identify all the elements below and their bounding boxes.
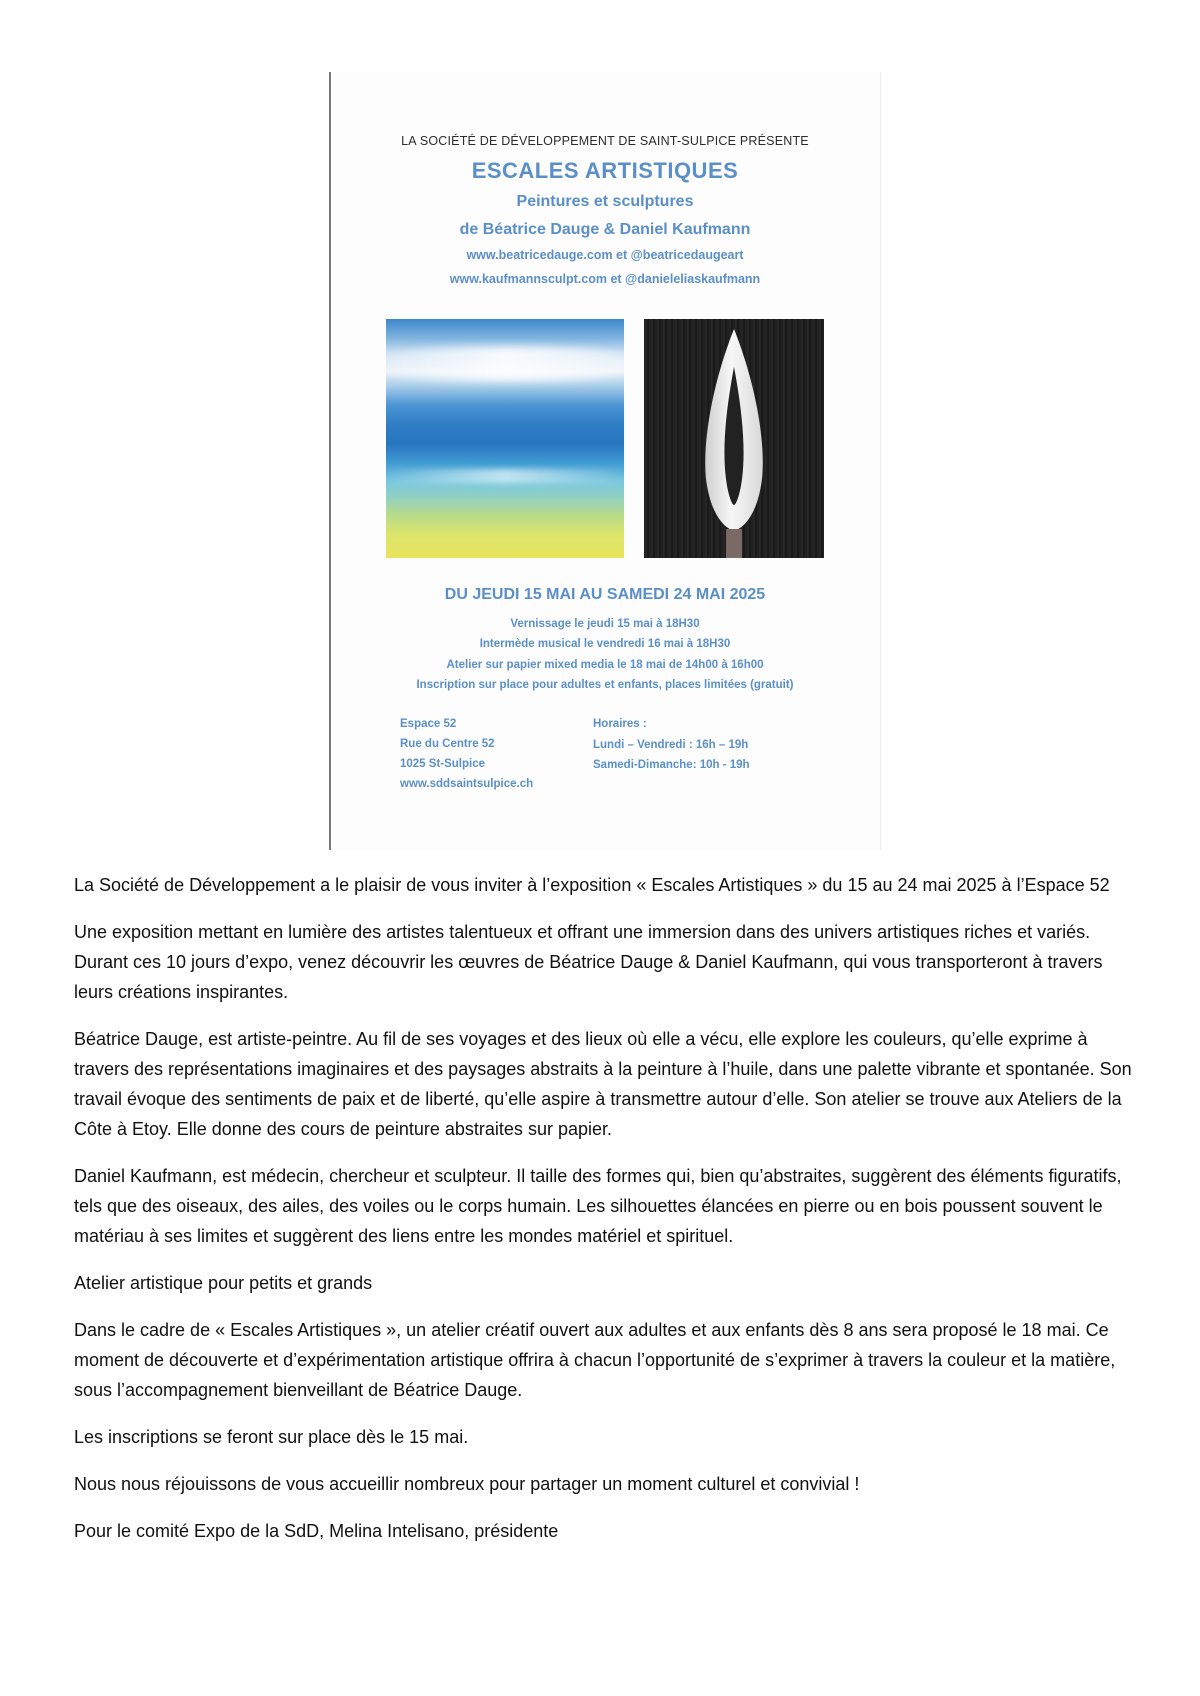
poster-event-musical: Intermède musical le vendredi 16 mai à 18H30 [479, 638, 731, 650]
painting-cloud [386, 347, 624, 381]
article-intro: La Société de Développement a le plaisir de vous inviter à l’exposition « Escales Artistiques » du 15 au 24 mai 2025 à l’Espace 52 [74, 875, 1110, 895]
poster-event-vernissage: Vernissage le jeudi 15 mai à 18H30 [510, 618, 700, 630]
painting-image [386, 319, 624, 558]
article-workshop-heading: Atelier artistique pour petits et grands [74, 1273, 373, 1293]
painting-streak [386, 469, 624, 483]
exhibition-poster [329, 72, 881, 850]
poster-site-link: www.sddsaintsulpice.ch [400, 778, 534, 790]
poster-website-2: www.kaufmannsculpt.com et @danieleliaskaufmann [449, 272, 761, 286]
article-workshop: Dans le cadre de « Escales Artistiques », un atelier créatif ouvert aux adultes et aux enfants dès 8 ans sera proposé le 18 mai. Ce moment de découverte et d’expérimentation artistique offrira à chacun l’opportunité de s’exprimer à travers la couleur et la matière, sous l’accompagnement bienveillant de Béatrice Dauge. [74, 1320, 1116, 1400]
scan-edge-right [880, 72, 881, 850]
poster-subtitle: Peintures et sculptures [516, 193, 694, 210]
article-beatrice: Béatrice Dauge, est artiste-peintre. Au fil de ses voyages et des lieux où elle a vécu, elle explore les couleurs, qu’elle exprime à travers des représentations imaginaires et des paysages abstraits à la peinture à l’huile, dans une palette vibrante et spontanée. Son travail évoque des sentiments de paix et de liberté, qu’elle aspire à transmettre autour d’elle. Son atelier se trouve aux Ateliers de la Côte à Etoy. Elle donne des cours de peinture abstraites sur papier. [74, 1029, 1132, 1139]
poster-city: 1025 St-Sulpice [400, 758, 486, 770]
article-body [74, 870, 1134, 1563]
article-daniel: Daniel Kaufmann, est médecin, chercheur et sculpteur. Il taille des formes qui, bien qu’abstraites, suggèrent des éléments figuratifs, tels que des oiseaux, des ailes, des voiles ou le corps humain. Les silhouettes élancées en pierre ou en bois poussent souvent le matériau à ses limites et suggèrent des liens entre les mondes matériel et spirituel. [74, 1166, 1122, 1246]
article-exhibition: Une exposition mettant en lumière des artistes talentueux et offrant une immersion dans des univers artistiques riches et variés. Durant ces 10 jours d’expo, venez découvrir les œuvres de Béatrice Dauge & Daniel Kaufmann, qui vous transporteront à travers leurs créations inspirantes. [74, 922, 1103, 1002]
poster-dates: DU JEUDI 15 MAI AU SAMEDI 24 MAI 2025 [444, 586, 766, 603]
poster-event-workshop: Atelier sur papier mixed media le 18 mai de 14h00 à 16h00 [446, 659, 764, 671]
poster-hours-weekend: Samedi-Dimanche: 10h - 19h [593, 759, 750, 771]
article-welcome: Nous nous réjouissons de vous accueillir nombreux pour partager un moment culturel et convivial ! [74, 1474, 860, 1494]
sculpture-image [644, 319, 824, 558]
poster-venue: Espace 52 [400, 718, 457, 730]
poster-title: ESCALES ARTISTIQUES [471, 158, 739, 183]
sculpture-shape [644, 319, 824, 558]
poster-website-1: www.beatricedauge.com et @beatricedaugeart [466, 248, 744, 262]
article-signature: Pour le comité Expo de la SdD, Melina Intelisano, présidente [74, 1521, 559, 1541]
poster-street: Rue du Centre 52 [400, 738, 495, 750]
poster-presents: LA SOCIÉTÉ DE DÉVELOPPEMENT DE SAINT-SULPICE PRÉSENTE [401, 134, 809, 148]
poster-artists: de Béatrice Dauge & Daniel Kaufmann [459, 221, 751, 238]
scan-edge [329, 72, 331, 850]
poster-hours-weekdays: Lundi – Vendredi : 16h – 19h [593, 739, 749, 751]
poster-hours-label: Horaires : [593, 718, 647, 730]
poster-event-registration: Inscription sur place pour adultes et enfants, places limitées (gratuit) [416, 679, 794, 691]
article-registration: Les inscriptions se feront sur place dès le 15 mai. [74, 1427, 469, 1447]
